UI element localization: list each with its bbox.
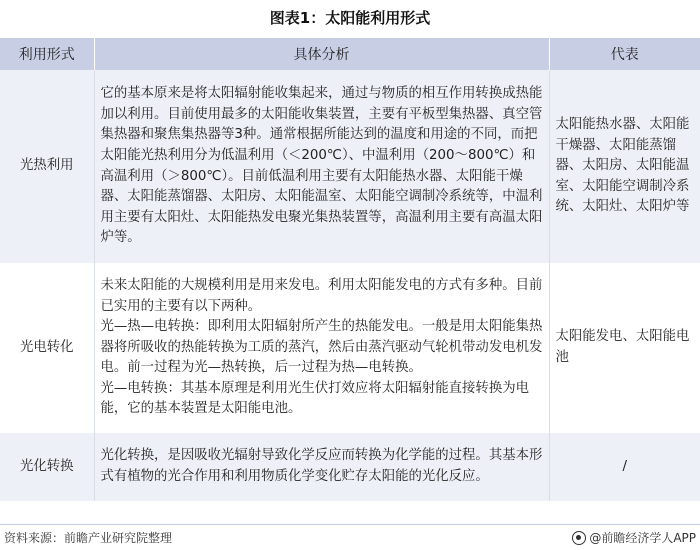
representative-cell: / <box>549 433 700 501</box>
analysis-paragraph: 它的基本原来是将太阳辐射能收集起来，通过与物质的相互作用转换成热能加以利用。目前使用最多的太阳能收集装置，主要有平板型集热器、真空管集热器和聚焦集热器等3种。通常根据所能达到的温度和用途的不同，而把太阳能光热利用分为低温利用（＜200℃）、中温利用（200～800℃）和高温利用（＞800℃）。目前低温利用主要有太阳能热水器、太阳能干燥器、太阳能蒸馏器、太阳房、太阳能温室、太阳能空调制冷系统等，中温利用主要有太阳灶、太阳能热发电聚光集热装置等，高温利用主要有高温太阳炉等。 <box>100 86 543 246</box>
header-representative: 代表 <box>549 38 700 70</box>
table-header-row <box>0 38 700 70</box>
analysis-paragraph: 光—热—电转换：即利用太阳辐射所产生的热能发电。一般是用太阳能集热器将所吸收的热能转换为工质的蒸汽，然后由蒸汽驱动气轮机带动发电机发电。前一过程为光—热转换，后一过程为热—电转换。 <box>100 319 543 376</box>
analysis-cell <box>94 70 549 263</box>
analysis-cell <box>94 433 549 501</box>
brand-text: @前瞻经济学人APP <box>589 531 696 545</box>
table-row <box>0 263 700 433</box>
analysis-paragraph: 光化转换，是因吸收光辐射导致化学反应而转换为化学能的过程。其基本形式有植物的光合作用和利用物质化学变化贮存太阳能的光化反应。 <box>100 448 543 484</box>
representative-cell: 太阳能热水器、太阳能干燥器、太阳能蒸馏器、太阳房、太阳能温室、太阳能空调制冷系统、太阳灶、太阳炉等 <box>549 70 700 263</box>
footer <box>0 524 700 549</box>
type-cell: 光热利用 <box>0 70 94 263</box>
figure-title: 图表1：太阳能利用形式 <box>269 9 431 27</box>
header-type: 利用形式 <box>0 38 94 70</box>
source-note: 资料来源：前瞻产业研究院整理 <box>4 531 173 545</box>
solar-usage-table <box>0 38 700 501</box>
representative-cell: 太阳能发电、太阳能电池 <box>555 329 690 365</box>
analysis-paragraph: 光—电转换：其基本原理是利用光生伏打效应将太阳辐射能直接转换为电能，它的基本装置是太阳能电池。 <box>100 380 529 417</box>
type-cell: 光化转换 <box>0 433 94 501</box>
qianzhan-logo-icon <box>572 531 586 545</box>
brand-credit <box>572 526 696 550</box>
analysis-cell <box>94 263 549 433</box>
type-cell: 光电转化 <box>0 263 94 433</box>
table-row <box>0 433 700 501</box>
table-row <box>0 70 700 263</box>
analysis-paragraph: 未来太阳能的大规模利用是用来发电。利用太阳能发电的方式有多种。目前已实用的主要有以下两种。 <box>100 277 543 314</box>
header-analysis: 具体分析 <box>94 38 549 70</box>
